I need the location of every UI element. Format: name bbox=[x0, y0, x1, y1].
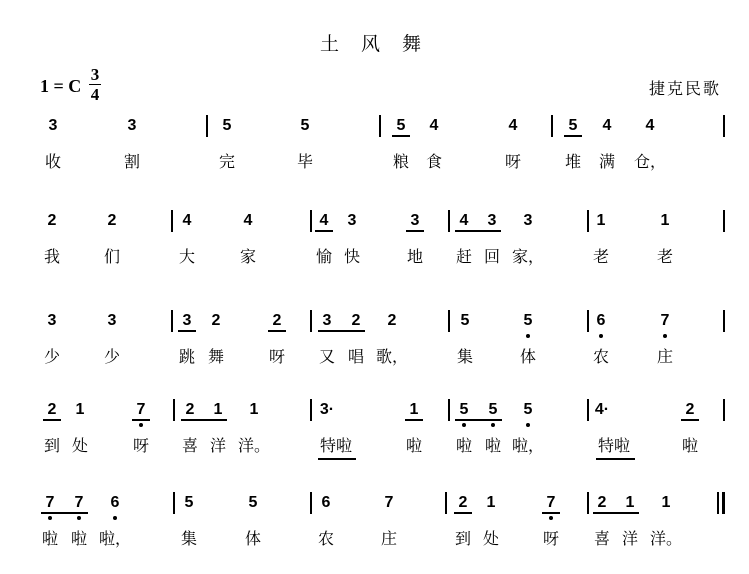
lyric: 少 bbox=[43, 347, 61, 366]
lyric: 特啦 bbox=[597, 436, 631, 455]
lyric: 集 bbox=[456, 347, 474, 366]
lyric: 啦， bbox=[511, 436, 545, 455]
note: 5 bbox=[184, 494, 194, 511]
note: 5 bbox=[460, 312, 470, 329]
note: 5 bbox=[568, 117, 578, 134]
lyric: 特啦 bbox=[319, 436, 353, 455]
lyric: 毕 bbox=[296, 152, 314, 171]
beam-line bbox=[315, 230, 333, 232]
barline bbox=[171, 210, 173, 232]
note: 1 bbox=[213, 401, 223, 418]
note: 4 bbox=[459, 212, 469, 229]
note: 1 bbox=[75, 401, 85, 418]
beam-line bbox=[268, 330, 286, 332]
note: 4· bbox=[594, 401, 610, 418]
note: 5 bbox=[488, 401, 498, 418]
lyric: 唱 bbox=[347, 347, 365, 366]
beam-line bbox=[405, 419, 423, 421]
note: 4 bbox=[429, 117, 439, 134]
beam-line bbox=[455, 230, 501, 232]
beam-line bbox=[181, 419, 227, 421]
barline bbox=[310, 310, 312, 332]
lower-octave-dot bbox=[48, 516, 52, 520]
lyric: 啦 bbox=[484, 436, 502, 455]
beam-line bbox=[406, 230, 424, 232]
time-denominator: 4 bbox=[90, 85, 100, 104]
lyric: 跳 bbox=[178, 347, 196, 366]
lyric: 处 bbox=[71, 436, 89, 455]
lyric: 老 bbox=[592, 247, 610, 266]
lower-octave-dot bbox=[462, 423, 466, 427]
lyric: 啦 bbox=[681, 436, 699, 455]
song-title: 土 风 舞 bbox=[319, 33, 430, 55]
note: 5 bbox=[248, 494, 258, 511]
note: 5 bbox=[523, 401, 533, 418]
beam-line bbox=[455, 419, 502, 421]
lyric: 洋 bbox=[209, 436, 227, 455]
barline bbox=[379, 115, 381, 137]
note: 4 bbox=[508, 117, 518, 134]
note: 5 bbox=[459, 401, 469, 418]
lyric: 啦 bbox=[41, 529, 59, 548]
barline bbox=[587, 492, 589, 514]
lyric: 我 bbox=[43, 247, 61, 266]
note: 1 bbox=[409, 401, 419, 418]
note: 3 bbox=[182, 312, 192, 329]
lyric: 呀 bbox=[268, 347, 286, 366]
beam-line bbox=[43, 419, 61, 421]
note: 4 bbox=[645, 117, 655, 134]
beam-line bbox=[41, 512, 88, 514]
lyric: 舞 bbox=[207, 347, 225, 366]
note: 2 bbox=[387, 312, 397, 329]
lyric: 赶 bbox=[455, 247, 473, 266]
note: 3 bbox=[48, 117, 58, 134]
note: 6 bbox=[596, 312, 606, 329]
note: 7 bbox=[546, 494, 556, 511]
note: 2 bbox=[597, 494, 607, 511]
lyric: 们 bbox=[103, 247, 121, 266]
note: 1 bbox=[660, 212, 670, 229]
lyric-underline bbox=[596, 458, 635, 460]
lyric: 农 bbox=[317, 529, 335, 548]
beam-line bbox=[392, 135, 410, 137]
lyric: 农 bbox=[592, 347, 610, 366]
note: 3· bbox=[319, 401, 335, 418]
barline bbox=[551, 115, 553, 137]
note: 2 bbox=[685, 401, 695, 418]
lyric: 庄 bbox=[656, 347, 674, 366]
score-system bbox=[0, 494, 749, 574]
beam-line bbox=[178, 330, 196, 332]
barline bbox=[448, 310, 450, 332]
lyric: 啦， bbox=[98, 529, 132, 548]
lyric: 喜 bbox=[593, 529, 611, 548]
note: 2 bbox=[272, 312, 282, 329]
note: 7 bbox=[136, 401, 146, 418]
note: 4 bbox=[319, 212, 329, 229]
lyric: 集 bbox=[180, 529, 198, 548]
lyric: 呀 bbox=[542, 529, 560, 548]
barline bbox=[587, 310, 589, 332]
lyric: 洋。 bbox=[649, 529, 683, 548]
score-system bbox=[0, 312, 749, 392]
lower-octave-dot bbox=[77, 516, 81, 520]
barline bbox=[448, 210, 450, 232]
note: 2 bbox=[211, 312, 221, 329]
lyric: 到 bbox=[454, 529, 472, 548]
lyric: 啦 bbox=[455, 436, 473, 455]
lyric: 快 bbox=[343, 247, 361, 266]
lyric: 仓， bbox=[633, 152, 667, 171]
beam-line bbox=[681, 419, 699, 421]
lyric: 啦 bbox=[405, 436, 423, 455]
beam-line bbox=[542, 512, 560, 514]
note: 7 bbox=[384, 494, 394, 511]
lyric: 洋 bbox=[621, 529, 639, 548]
lyric: 喜 bbox=[181, 436, 199, 455]
barline bbox=[173, 492, 175, 514]
note: 7 bbox=[660, 312, 670, 329]
barline bbox=[206, 115, 208, 137]
lyric: 大 bbox=[178, 247, 196, 266]
note: 1 bbox=[249, 401, 259, 418]
lyric: 地 bbox=[406, 247, 424, 266]
lyric: 愉 bbox=[315, 247, 333, 266]
key-text: 1 = C bbox=[40, 76, 82, 96]
time-signature bbox=[89, 66, 101, 103]
lyric: 食 bbox=[425, 152, 443, 171]
note: 5 bbox=[300, 117, 310, 134]
lyric: 家， bbox=[511, 247, 545, 266]
score-system bbox=[0, 212, 749, 292]
note: 2 bbox=[107, 212, 117, 229]
note: 4 bbox=[602, 117, 612, 134]
barline bbox=[448, 399, 450, 421]
note: 7 bbox=[74, 494, 84, 511]
note: 5 bbox=[222, 117, 232, 134]
lyric: 体 bbox=[519, 347, 537, 366]
note: 3 bbox=[410, 212, 420, 229]
lyric-underline bbox=[318, 458, 356, 460]
note: 1 bbox=[661, 494, 671, 511]
lyric: 粮 bbox=[392, 152, 410, 171]
note: 1 bbox=[625, 494, 635, 511]
lyric: 割 bbox=[123, 152, 141, 171]
lyric: 处 bbox=[482, 529, 500, 548]
beam-line bbox=[564, 135, 582, 137]
lyric: 家 bbox=[239, 247, 257, 266]
barline bbox=[587, 210, 589, 232]
note: 3 bbox=[322, 312, 332, 329]
barline bbox=[310, 492, 312, 514]
note: 3 bbox=[47, 312, 57, 329]
lyric: 歌， bbox=[375, 347, 409, 366]
barline bbox=[723, 310, 725, 332]
barline bbox=[723, 399, 725, 421]
note: 3 bbox=[487, 212, 497, 229]
note: 3 bbox=[127, 117, 137, 134]
lower-octave-dot bbox=[549, 516, 553, 520]
note: 3 bbox=[523, 212, 533, 229]
note: 3 bbox=[347, 212, 357, 229]
barline bbox=[587, 399, 589, 421]
note: 5 bbox=[396, 117, 406, 134]
barline bbox=[445, 492, 447, 514]
barline bbox=[310, 399, 312, 421]
note: 1 bbox=[596, 212, 606, 229]
lower-octave-dot bbox=[599, 334, 603, 338]
beam-line bbox=[454, 512, 472, 514]
score-system bbox=[0, 117, 749, 197]
barline bbox=[310, 210, 312, 232]
lyric: 收 bbox=[44, 152, 62, 171]
lower-octave-dot bbox=[526, 423, 530, 427]
note: 5 bbox=[523, 312, 533, 329]
barline bbox=[723, 210, 725, 232]
barline bbox=[173, 399, 175, 421]
lyric: 堆 bbox=[564, 152, 582, 171]
note: 6 bbox=[110, 494, 120, 511]
lyric: 回 bbox=[483, 247, 501, 266]
lyric: 满 bbox=[598, 152, 616, 171]
note: 2 bbox=[351, 312, 361, 329]
barline bbox=[171, 310, 173, 332]
time-numerator: 3 bbox=[90, 65, 100, 84]
note: 4 bbox=[182, 212, 192, 229]
lyric: 洋。 bbox=[237, 436, 271, 455]
note: 2 bbox=[47, 212, 57, 229]
note: 6 bbox=[321, 494, 331, 511]
lower-octave-dot bbox=[526, 334, 530, 338]
lyric: 少 bbox=[103, 347, 121, 366]
lower-octave-dot bbox=[663, 334, 667, 338]
song-origin: 捷克民歌 bbox=[648, 79, 721, 98]
lyric: 又 bbox=[318, 347, 336, 366]
lower-octave-dot bbox=[113, 516, 117, 520]
barline bbox=[723, 115, 725, 137]
lyric: 庄 bbox=[380, 529, 398, 548]
note: 2 bbox=[185, 401, 195, 418]
beam-line bbox=[318, 330, 365, 332]
beam-line bbox=[593, 512, 639, 514]
note: 4 bbox=[243, 212, 253, 229]
note: 3 bbox=[107, 312, 117, 329]
barline bbox=[717, 492, 719, 514]
lyric: 到 bbox=[43, 436, 61, 455]
beam-line bbox=[132, 419, 150, 421]
note: 1 bbox=[486, 494, 496, 511]
lyric: 完 bbox=[218, 152, 236, 171]
lower-octave-dot bbox=[139, 423, 143, 427]
lyric: 体 bbox=[244, 529, 262, 548]
note: 2 bbox=[458, 494, 468, 511]
note: 7 bbox=[45, 494, 55, 511]
score-system bbox=[0, 401, 749, 481]
lower-octave-dot bbox=[491, 423, 495, 427]
lyric: 老 bbox=[656, 247, 674, 266]
lyric: 呀 bbox=[504, 152, 522, 171]
barline bbox=[722, 492, 725, 514]
lyric: 呀 bbox=[132, 436, 150, 455]
lyric: 啦 bbox=[70, 529, 88, 548]
note: 2 bbox=[47, 401, 57, 418]
